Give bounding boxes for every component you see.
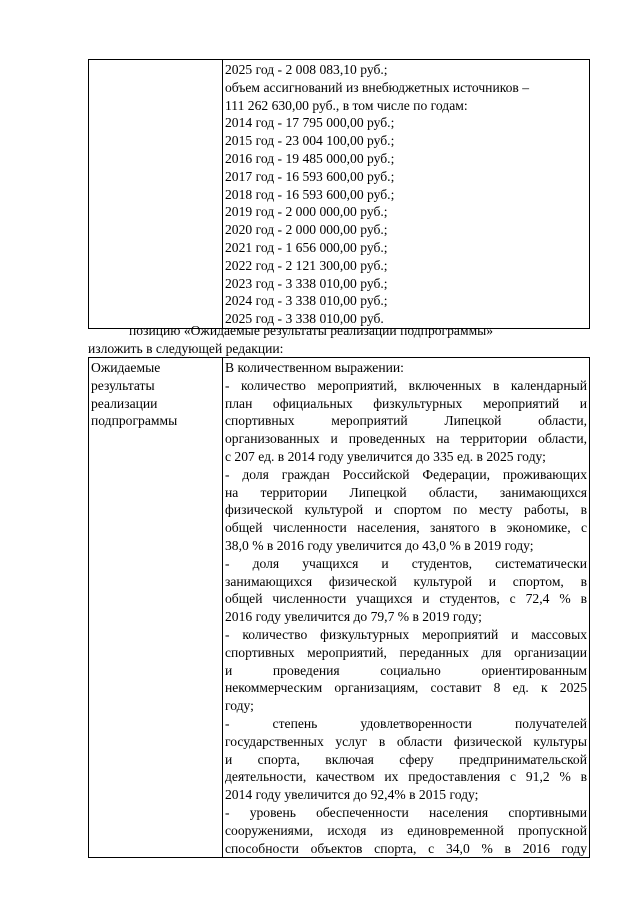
text-line: государственных услуг в области физической культуры xyxy=(225,733,587,749)
text-line: - доля учащихся и студентов, систематически xyxy=(225,555,587,571)
text-line: 2014 году увеличится до 92,4% в 2015 году; xyxy=(225,787,479,803)
text-line: В количественном выражении: xyxy=(225,360,404,375)
text-line: на территории Липецкой области, занимающихся xyxy=(225,484,587,500)
label-line: реализации xyxy=(91,395,158,411)
text-line: общей численности учащихся и студентов, с 72,4 % в xyxy=(225,591,587,607)
text-line: объем ассигнований из внебюджетных источников – xyxy=(225,79,530,95)
text-line: 2017 год - 16 593 600,00 руб.; xyxy=(225,168,395,184)
results-label-cell xyxy=(89,358,223,858)
text-line: и спорта, включая сферу предпринимательской xyxy=(225,751,587,767)
instruction-line: изложить в следующей редакции: xyxy=(88,340,284,356)
text-line: - степень удовлетворенности получателей xyxy=(225,715,587,731)
text-line: и проведения социально ориентированным xyxy=(225,662,587,678)
text-line: 2015 год - 23 004 100,00 руб.; xyxy=(225,133,395,149)
text-line: 2025 год - 2 008 083,10 руб.; xyxy=(225,62,388,77)
instruction-line: позицию «Ожидаемые результаты реализации подпрограммы» xyxy=(129,323,494,338)
text-line: план официальных физкультурных мероприятий и xyxy=(225,395,587,411)
empty-label-cell xyxy=(89,60,223,329)
label-line: Ожидаемые xyxy=(91,360,161,375)
text-line: занимающихся физической культурой и спортом, в xyxy=(225,573,587,589)
table-row xyxy=(89,60,590,329)
text-line: 2019 год - 2 000 000,00 руб.; xyxy=(225,204,388,220)
text-line: с 207 ед. в 2014 году увеличится до 335 ед. в 2025 году; xyxy=(225,448,546,464)
text-line: 2023 год - 3 338 010,00 руб.; xyxy=(225,275,388,291)
text-line: 2022 год - 2 121 300,00 руб.; xyxy=(225,257,388,273)
text-line: 2021 год - 1 656 000,00 руб.; xyxy=(225,239,388,255)
funding-table xyxy=(88,59,590,329)
text-line: общей численности населения, занятого в экономике, с xyxy=(225,520,587,536)
text-line: 2016 год - 19 485 000,00 руб.; xyxy=(225,150,395,166)
text-line: способности объектов спорта, с 34,0 % в 2016 году xyxy=(225,840,587,856)
text-line: - количество мероприятий, включенных в календарный xyxy=(225,377,587,393)
text-line: 2014 год - 17 795 000,00 руб.; xyxy=(225,115,395,131)
text-line: 2020 год - 2 000 000,00 руб.; xyxy=(225,222,388,238)
text-line: 2018 год - 16 593 600,00 руб.; xyxy=(225,186,395,202)
text-line: 2016 году увеличится до 79,7 % в 2019 году; xyxy=(225,609,482,625)
text-line: - количество физкультурных мероприятий и массовых xyxy=(225,626,587,642)
text-line: организованных и проведенных на территории области, xyxy=(225,431,587,447)
text-line: 2025 год - 3 338 010,00 руб. xyxy=(225,311,384,327)
instruction-paragraph xyxy=(88,322,590,358)
text-line: спортивных мероприятий Липецкой области, xyxy=(225,413,587,429)
text-line: спортивных мероприятий, переданных для организации xyxy=(225,644,587,660)
funding-values-cell xyxy=(223,60,590,329)
label-line: результаты xyxy=(91,377,155,393)
text-line: 2024 год - 3 338 010,00 руб.; xyxy=(225,293,388,309)
text-line: деятельности, качеством их предоставления с 91,2 % в xyxy=(225,769,587,785)
table-row xyxy=(89,358,590,858)
label-line: подпрограммы xyxy=(91,413,178,429)
text-line: 111 262 630,00 руб., в том числе по годам: xyxy=(225,97,468,113)
results-table xyxy=(88,357,590,858)
text-line: сооружениями, исходя из единовременной пропускной xyxy=(225,822,587,838)
text-line: физической культурой и спортом по месту работы, в xyxy=(225,502,587,518)
text-line: 38,0 % в 2016 году увеличится до 43,0 % в 2019 году; xyxy=(225,537,534,553)
text-line: году; xyxy=(225,698,254,714)
text-line: - уровень обеспеченности населения спортивными xyxy=(225,804,587,820)
text-line: - доля граждан Российской Федерации, проживающих xyxy=(225,466,587,482)
results-text-cell xyxy=(223,358,590,858)
text-line: некоммерческим организациям, составит 8 ед. к 2025 xyxy=(225,680,587,696)
